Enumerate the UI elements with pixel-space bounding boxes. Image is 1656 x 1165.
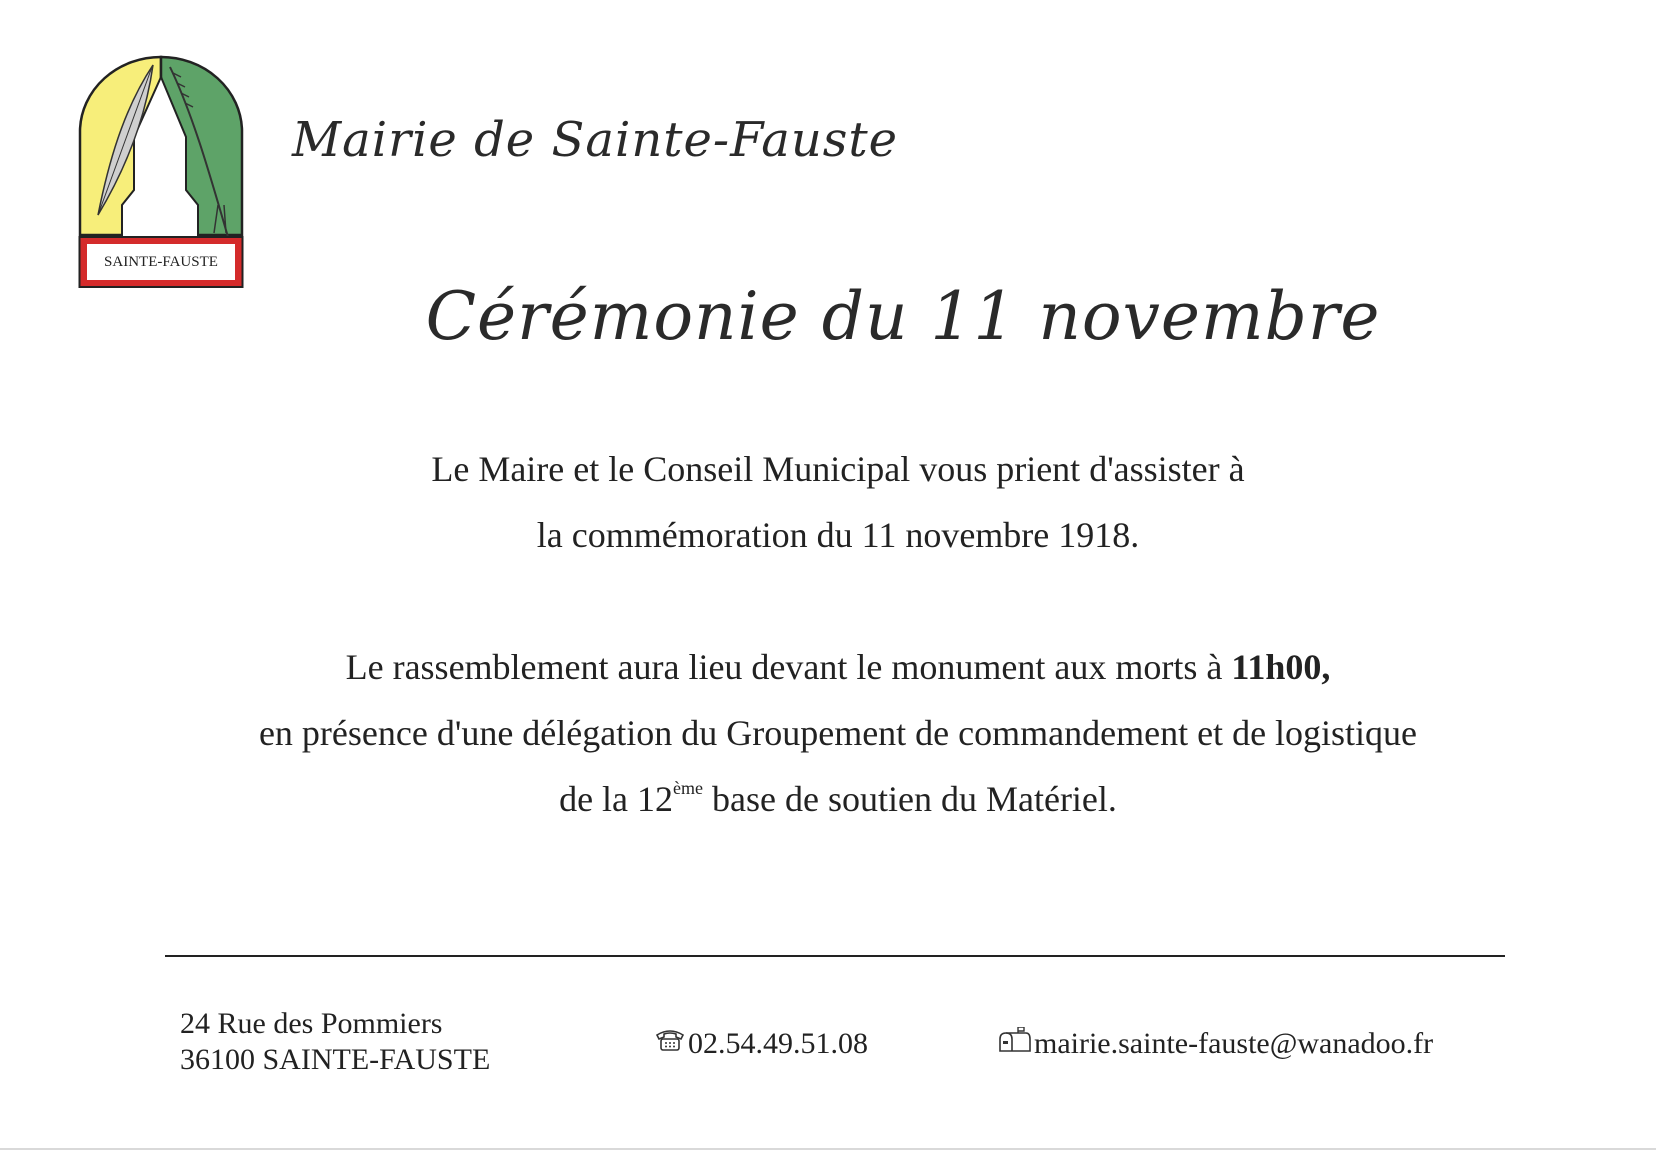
- logo-caption: SAINTE-FAUSTE: [104, 253, 218, 270]
- footer-separator: [165, 955, 1505, 957]
- municipal-logo: [78, 55, 244, 305]
- gathering-line-3-suffix: base de soutien du Matériel.: [703, 779, 1117, 819]
- gathering-line-2: en présence d'une délégation du Groupement de commandement et de logistique: [258, 713, 1418, 753]
- phone-number: 02.54.49.51.08: [688, 1027, 868, 1060]
- gathering-line-3: [20, 766, 1656, 832]
- gathering-line-3-prefix: de la 12: [559, 779, 674, 819]
- mailbox-icon: [996, 1026, 1032, 1062]
- invitation-line-1: Le Maire et le Conseil Municipal vous prient d'assister à: [431, 449, 1245, 489]
- address-street: 24 Rue des Pommiers: [180, 1007, 443, 1040]
- page-bottom-edge: [0, 1148, 1656, 1150]
- invitation-paragraph: [0, 436, 1656, 568]
- mairie-title: Mairie de Sainte-Fauste: [292, 112, 899, 168]
- invitation-line-2: la commémoration du 11 novembre 1918.: [536, 515, 1140, 555]
- gathering-time: 11h00,: [1231, 647, 1331, 687]
- gathering-paragraph: [0, 634, 1656, 832]
- ceremony-title: Cérémonie du 11 novembre: [425, 278, 1381, 355]
- postal-address: [180, 1006, 490, 1078]
- gathering-line-1: [20, 634, 1656, 700]
- email-address[interactable]: mairie.sainte-fauste@wanadoo.fr: [1034, 1027, 1434, 1060]
- telephone-icon: [654, 1026, 686, 1062]
- gathering-line-1-text: Le rassemblement aura lieu devant le monument aux morts à: [345, 647, 1232, 687]
- address-city: 36100 SAINTE-FAUSTE: [180, 1043, 491, 1076]
- email-contact: [996, 1026, 1433, 1062]
- ordinal-superscript: ème: [673, 778, 704, 798]
- phone-contact: [654, 1026, 868, 1062]
